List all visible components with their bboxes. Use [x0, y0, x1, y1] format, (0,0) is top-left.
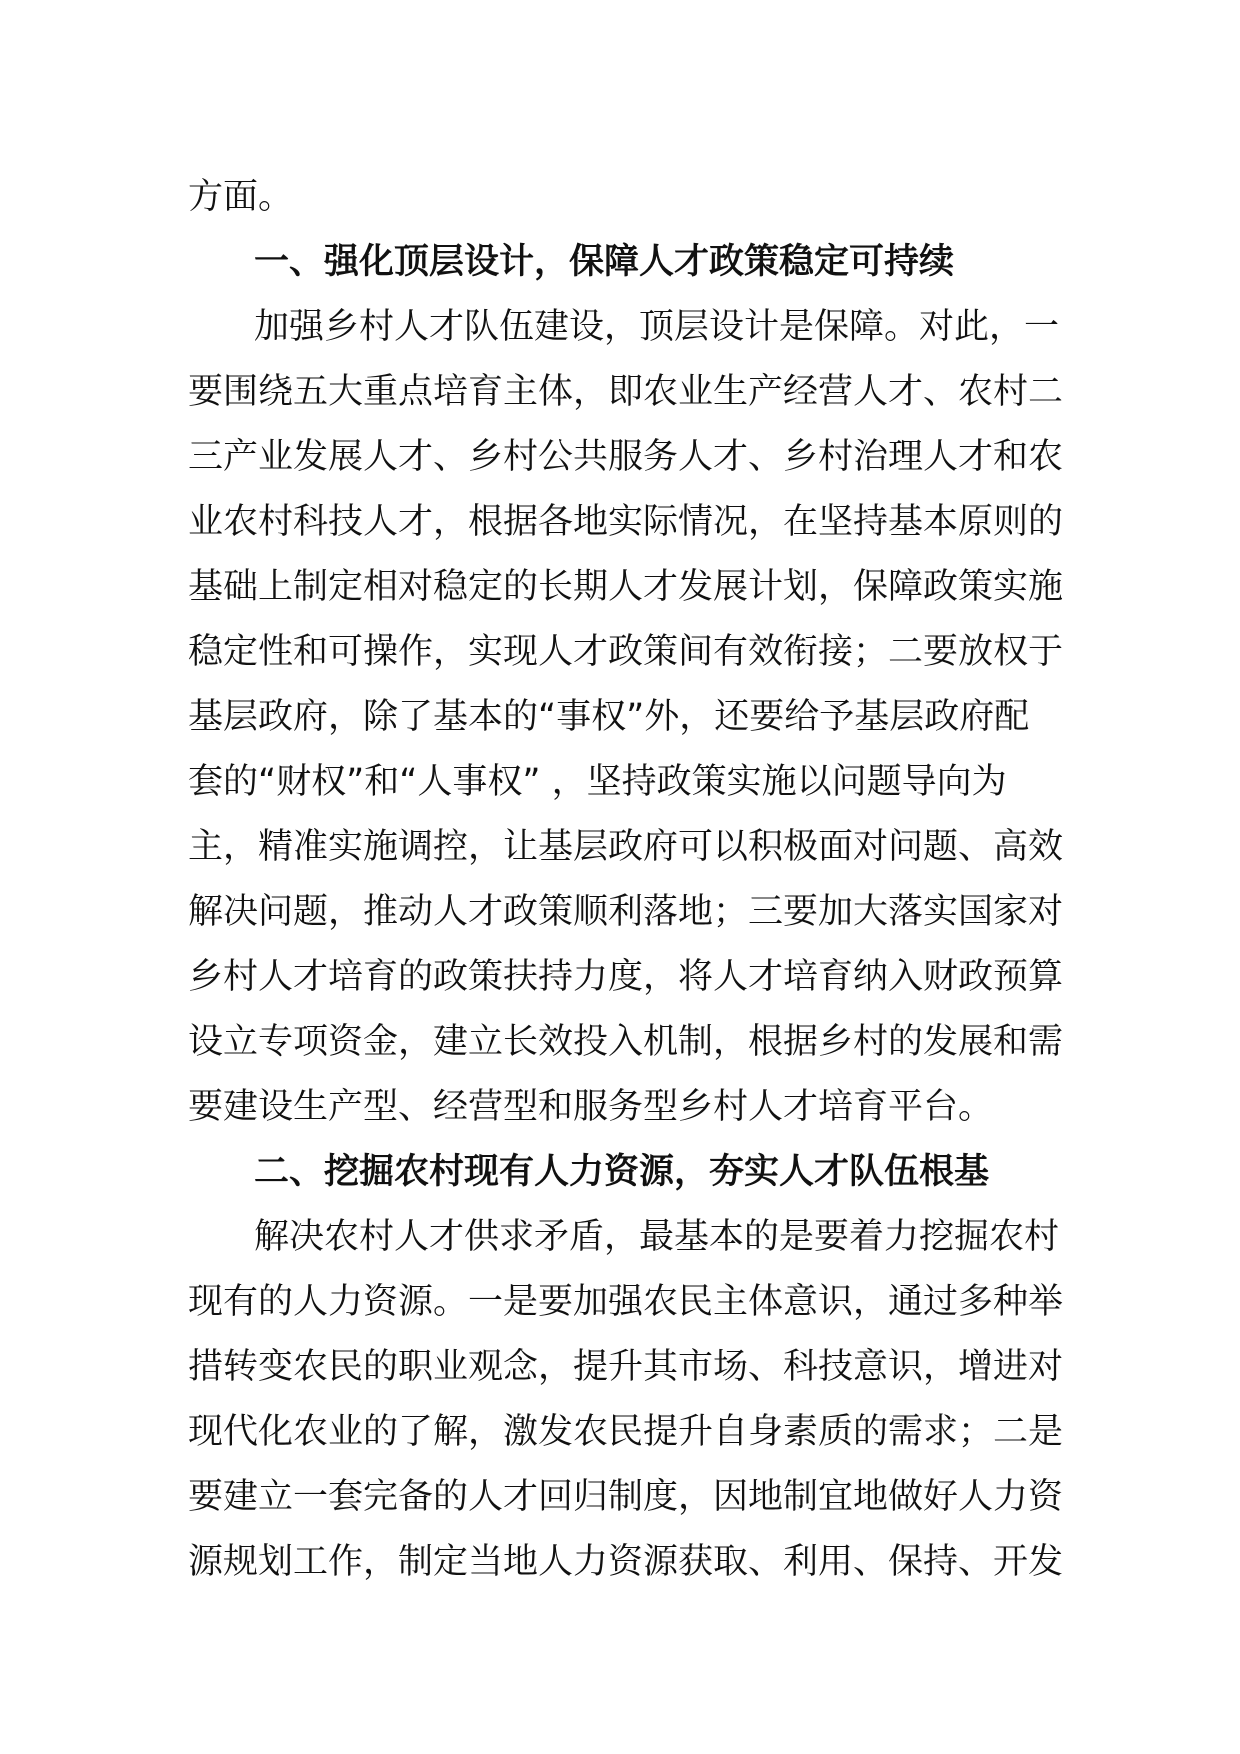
body-text-line: 现代化农业的了解，激发农民提升自身素质的需求；二是 — [188, 1412, 1064, 1452]
body-text-line: 套的“财权”和“人事权” ，坚持政策实施以问题导向为 — [188, 762, 1007, 802]
body-text-line: 方面。 — [188, 177, 294, 217]
body-text-line: 业农村科技人才，根据各地实际情况，在坚持基本原则的 — [188, 502, 1064, 542]
body-text-line: 源规划工作，制定当地人力资源获取、利用、保持、开发 — [188, 1542, 1064, 1582]
body-text-line: 三产业发展人才、乡村公共服务人才、乡村治理人才和农 — [188, 437, 1064, 477]
body-text-line: 稳定性和可操作，实现人才政策间有效衔接；二要放权于 — [188, 632, 1064, 672]
paragraph-first-line: 解决农村人才供求矛盾，最基本的是要着力挖掘农村 — [254, 1217, 1060, 1257]
section-heading-2: 二、挖掘农村现有人力资源，夯实人才队伍根基 — [254, 1152, 990, 1192]
body-text-line: 措转变农民的职业观念，提升其市场、科技意识，增进对 — [188, 1347, 1064, 1387]
body-text-line: 要建立一套完备的人才回归制度，因地制宜地做好人力资 — [188, 1477, 1064, 1517]
body-text-line: 基础上制定相对稳定的长期人才发展计划，保障政策实施 — [188, 567, 1064, 607]
body-text-line: 解决问题，推动人才政策顺利落地；三要加大落实国家对 — [188, 892, 1064, 932]
body-text-line: 乡村人才培育的政策扶持力度，将人才培育纳入财政预算 — [188, 957, 1064, 997]
document-body — [188, 165, 1064, 1595]
body-text-line: 主，精准实施调控，让基层政府可以积极面对问题、高效 — [188, 827, 1064, 867]
body-text-line: 基层政府，除了基本的“事权”外，还要给予基层政府配 — [188, 697, 1030, 737]
body-text-line: 要建设生产型、经营型和服务型乡村人才培育平台。 — [188, 1087, 994, 1127]
body-text-line: 要围绕五大重点培育主体，即农业生产经营人才、农村二 — [188, 372, 1064, 412]
section-heading-1: 一、强化顶层设计，保障人才政策稳定可持续 — [254, 242, 955, 282]
body-text-line: 设立专项资金，建立长效投入机制，根据乡村的发展和需 — [188, 1022, 1064, 1062]
body-text-line: 现有的人力资源。一是要加强农民主体意识，通过多种举 — [188, 1282, 1064, 1322]
paragraph-first-line: 加强乡村人才队伍建设，顶层设计是保障。对此，一 — [254, 307, 1060, 347]
